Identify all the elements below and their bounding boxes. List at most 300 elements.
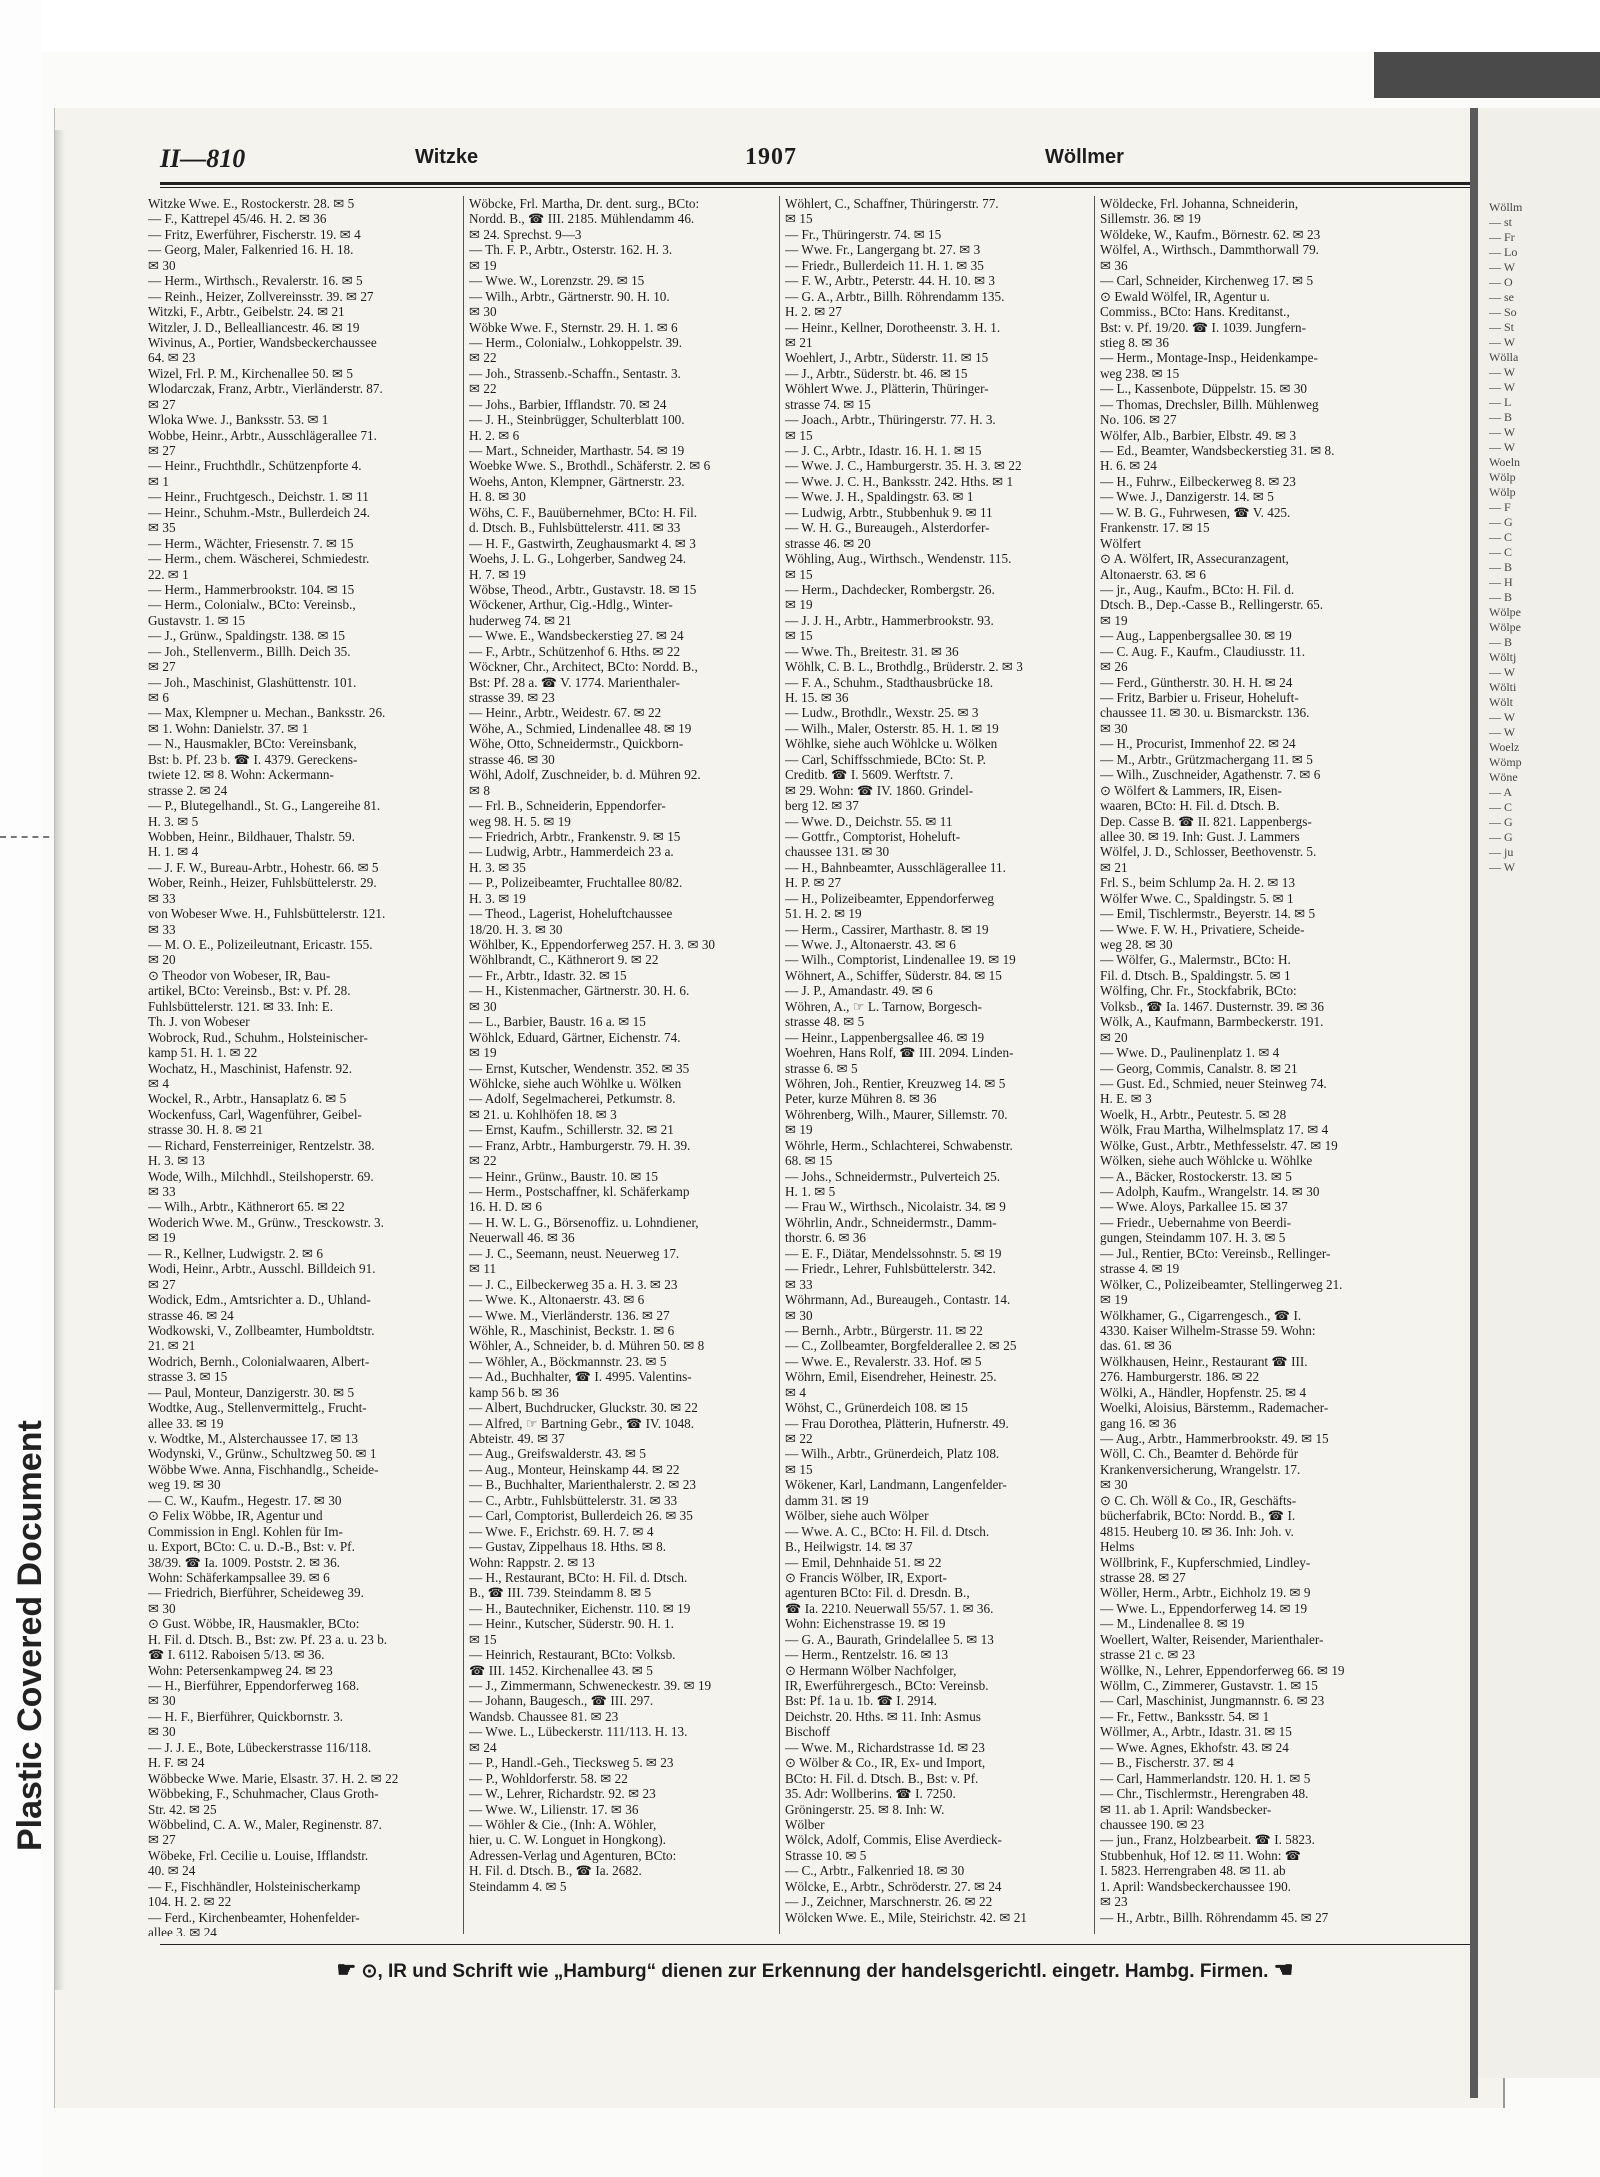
directory-entry-line: Dep. Casse B. ☎ II. 821. Lappenbergs-: [1100, 813, 1312, 829]
directory-entry-line: 276. Hamburgerstr. 186. ✉ 22: [1100, 1369, 1260, 1385]
directory-entry-line: — Herm., chem. Wäscherei, Schmiedestr.: [148, 551, 370, 567]
directory-entry-line: Bst: Pf. 28 a. ☎ V. 1774. Marienthaler-: [469, 674, 680, 690]
directory-entry-line: — Wwe. F., Erichstr. 69. H. 7. ✉ 4: [469, 1523, 654, 1539]
directory-entry-line: Wochatz, H., Maschinist, Hafenstr. 92.: [148, 1060, 353, 1076]
directory-entry-line: weg 238. ✉ 15: [1100, 365, 1180, 381]
directory-entry-line: strasse 2. ✉ 24: [148, 782, 228, 798]
directory-entry-line: Wöhrn, Emil, Eisendreher, Heinestr. 25.: [785, 1369, 997, 1385]
directory-entry-line: strasse 39. ✉ 23: [469, 690, 555, 705]
directory-entry-line: ✉ 4: [785, 1384, 806, 1400]
next-page-fragment: — W: [1489, 440, 1516, 454]
directory-entry-line: ✉ 22: [785, 1431, 813, 1446]
directory-entry-line: Stubbenhuk, Hof 12. ✉ 11. Wohn: ☎: [1100, 1847, 1302, 1863]
directory-entry-line: 4330. Kaiser Wilhelm-Strasse 59. Wohn:: [1100, 1322, 1316, 1338]
directory-entry-line: — H., Polizeibeamter, Eppendorferweg: [785, 890, 994, 906]
directory-entry-line: strasse 46. ✉ 24: [148, 1307, 234, 1323]
directory-entry-line: — Frau Dorothea, Plätterin, Hufnerstr. 49.: [785, 1415, 1009, 1431]
directory-entry-line: Fil. d. Dtsch. B., Spaldingstr. 5. ✉ 1: [1100, 967, 1291, 983]
directory-entry-line: — Friedr., Bullerdeich 11. H. 1. ✉ 35: [785, 257, 984, 273]
directory-entry-line: Wöbcke, Frl. Martha, Dr. dent. surg., BCto:: [469, 196, 700, 211]
directory-entry-line: Wölfing, Chr. Fr., Stockfabrik, BCto:: [1100, 983, 1297, 999]
directory-entry-line: — Th. F. P., Arbtr., Osterstr. 162. H. 3.: [469, 242, 673, 258]
directory-entry-line: von Wobeser Wwe. H., Fuhlsbüttelerstr. 121.: [148, 906, 386, 922]
directory-entry-line: — C., Zollbeamter, Borgfelderallee 2. ✉ 25: [785, 1338, 1017, 1354]
directory-entry-line: — F. A., Schuhm., Stadthausbrücke 18.: [785, 674, 994, 690]
directory-entry-line: Wöhren, A., ☞ L. Tarnow, Borgesch-: [785, 998, 983, 1014]
next-page-fragment: Woeln: [1489, 455, 1521, 469]
column-divider: [779, 196, 780, 1934]
next-page-fragment: — O: [1489, 275, 1513, 289]
directory-entry-line: — Herm., Colonialw., BCto: Vereinsb.,: [148, 597, 356, 613]
directory-entry-line: ✉ 30: [1100, 1477, 1128, 1493]
next-page-fragment: — F: [1489, 500, 1511, 514]
directory-entry-line: — Heinr., Arbtr., Weidestr. 67. ✉ 22: [469, 705, 662, 721]
directory-entry-line: allee 30. ✉ 19. Inh: Gust. J. Lammers: [1100, 828, 1300, 844]
directory-entry-line: — J. J. H., Arbtr., Hammerbrookstr. 93.: [785, 612, 994, 628]
directory-entry-line: strasse 21 c. ✉ 23: [1100, 1647, 1195, 1663]
directory-entry-line: — Albert, Buchdrucker, Gluckstr. 30. ✉ 22: [469, 1400, 698, 1416]
directory-entry-line: Wöhrlin, Andr., Schneidermstr., Damm-: [785, 1214, 997, 1230]
directory-entry-line: — Gottfr., Comptorist, Hoheluft-: [785, 828, 961, 844]
directory-entry-line: Wölber: [785, 1816, 825, 1832]
directory-entry-line: — Herm., Dachdecker, Rombergstr. 26.: [785, 581, 995, 597]
directory-entry-line: — Emil, Tischlermstr., Beyerstr. 14. ✉ 5: [1100, 906, 1316, 922]
directory-entry-line: — Fr., Arbtr., Idastr. 32. ✉ 15: [469, 967, 627, 983]
directory-entry-line: ⊙ Felix Wöbbe, IR, Agentur und: [148, 1508, 323, 1524]
directory-entry-line: ⊙ C. Ch. Wöll & Co., IR, Geschäfts-: [1100, 1492, 1297, 1508]
directory-entry-line: ✉ 30: [148, 1600, 176, 1616]
next-page-fragment: Wölpe: [1489, 620, 1521, 634]
directory-entry-line: — Herm., Rentzelstr. 16. ✉ 13: [785, 1647, 949, 1663]
directory-entry-line: — Friedr., Lehrer, Fuhlsbüttelerstr. 342.: [785, 1261, 996, 1277]
directory-entry-line: H. Fil. d. Dtsch. B., ☎ Ia. 2682.: [469, 1863, 642, 1879]
directory-entry-line: — Herm., Wirthsch., Revalerstr. 16. ✉ 5: [148, 273, 363, 289]
directory-entry-line: H. 1. ✉ 4: [148, 844, 199, 860]
directory-entry-line: — P., Wohldorferstr. 58. ✉ 22: [469, 1770, 628, 1786]
directory-entry-line: Wöhrenberg, Wilh., Maurer, Sillemstr. 70.: [785, 1106, 1008, 1122]
directory-entry-line: ✉ 15: [785, 1461, 813, 1477]
directory-entry-line: — Carl, Hammerlandstr. 120. H. 1. ✉ 5: [1100, 1770, 1311, 1786]
directory-entry-line: ✉ 30: [1100, 720, 1128, 736]
directory-entry-line: Wandsb. Chaussee 81. ✉ 23: [469, 1708, 619, 1724]
directory-entry-line: — Gust. Ed., Schmied, neuer Steinweg 74.: [1100, 1075, 1327, 1091]
directory-entry-line: ✉ 19: [785, 597, 813, 613]
next-page-fragment: — ju: [1489, 845, 1514, 859]
book-spine: [1470, 108, 1478, 2098]
next-page-fragment: — W: [1489, 260, 1516, 274]
directory-entry-line: H. 2. ✉ 6: [469, 427, 520, 443]
directory-entry-line: thorstr. 6. ✉ 36: [785, 1230, 867, 1246]
directory-entry-line: H. 3. ✉ 13: [148, 1153, 205, 1169]
directory-entry-line: ✉ 35: [148, 520, 176, 536]
directory-column-3: [785, 196, 1097, 1936]
directory-entry-line: — M. O. E., Polizeileutnant, Ericastr. 155.: [148, 937, 373, 952]
directory-entry-line: Wöhlber, K., Eppendorferweg 257. H. 3. ✉ 30: [469, 937, 716, 952]
directory-entry-line: 51. H. 2. ✉ 19: [785, 906, 862, 922]
directory-entry-line: ☎ Ia. 2210. Neuerwall 55/57. 1. ✉ 36.: [785, 1600, 994, 1616]
directory-entry-line: — Heinr., Kutscher, Süderstr. 90. H. 1.: [469, 1616, 674, 1632]
directory-entry-line: — Johs., Schneidermstr., Pulverteich 25.: [785, 1168, 1001, 1184]
directory-entry-line: — Georg, Commis, Canalstr. 8. ✉ 21: [1100, 1060, 1298, 1076]
directory-entry-line: gang 16. ✉ 36: [1100, 1415, 1177, 1431]
directory-entry-line: — Aug., Monteur, Heinskamp 44. ✉ 22: [469, 1461, 680, 1477]
directory-entry-line: — Wilh., Maler, Osterstr. 85. H. 1. ✉ 19: [785, 720, 999, 736]
directory-entry-line: Wodkowski, V., Zollbeamter, Humboldtstr.: [148, 1322, 375, 1338]
directory-entry-line: ✉ 15: [785, 628, 813, 644]
next-page-fragment: Wöltj: [1489, 650, 1517, 664]
directory-entry-line: Wölfer, Alb., Barbier, Elbstr. 49. ✉ 3: [1100, 427, 1297, 443]
directory-entry-line: — Wwe. J., Altonaerstr. 43. ✉ 6: [785, 937, 956, 952]
directory-entry-line: H. 2. ✉ 27: [785, 304, 842, 320]
directory-entry-line: — F., Fischhändler, Holsteinischerkamp: [148, 1878, 361, 1894]
directory-entry-line: Th. J. von Wobeser: [148, 1014, 250, 1030]
directory-entry-line: ✉ 15: [785, 427, 813, 443]
directory-entry-line: — Heinr., Fruchtgesch., Deichstr. 1. ✉ 11: [148, 489, 369, 505]
directory-entry-line: d. Dtsch. B., Fuhlsbüttelerstr. 411. ✉ 33: [469, 520, 681, 536]
directory-entry-line: — Bernh., Arbtr., Bürgerstr. 11. ✉ 22: [785, 1322, 983, 1338]
directory-entry-line: — Adolf, Segelmacherei, Petkumstr. 8.: [469, 1091, 676, 1107]
directory-column-4: [1100, 196, 1412, 1936]
directory-entry-line: — J., Zeichner, Marschnerstr. 26. ✉ 22: [785, 1894, 993, 1910]
directory-entry-line: — Fr., Thüringerstr. 74. ✉ 15: [785, 226, 942, 242]
directory-entry-line: — Wwe. Fr., Langergang bt. 27. ✉ 3: [785, 242, 981, 258]
directory-entry-line: Wöbbecke Wwe. Marie, Elsastr. 37. H. 2. ✉ 22: [148, 1770, 399, 1786]
directory-entry-line: Nordd. B., ☎ III. 2185. Mühlendamm 46.: [469, 211, 695, 227]
directory-entry-line: ✉ 27: [148, 1276, 176, 1292]
directory-entry-line: ✉ 22: [469, 1153, 497, 1169]
directory-entry-line: — H., Bahnbeamter, Ausschlägerallee 11.: [785, 859, 1006, 875]
directory-entry-line: — H. F., Bierführer, Quickbornstr. 3.: [148, 1708, 344, 1724]
directory-entry-line: — Chr., Tischlermstr., Herengraben 48.: [1100, 1786, 1309, 1802]
directory-entry-line: Peter, kurze Mühren 8. ✉ 36: [785, 1091, 937, 1107]
next-page-fragment: — A: [1489, 785, 1513, 799]
directory-entry-line: — Wöhler & Cie., (Inh: A. Wöhler,: [469, 1816, 657, 1832]
directory-entry-line: — Wwe. D., Deichstr. 55. ✉ 11: [785, 813, 953, 829]
next-page-fragment: — St: [1489, 320, 1515, 334]
directory-entry-line: 16. H. D. ✉ 6: [469, 1199, 542, 1215]
directory-entry-line: Wölki, A., Händler, Hopfenstr. 25. ✉ 4: [1100, 1384, 1307, 1400]
directory-entry-line: — Friedrich, Arbtr., Frankenstr. 9. ✉ 15: [469, 828, 681, 844]
directory-entry-line: Wöhlbrandt, C., Käthnerort 9. ✉ 22: [469, 952, 659, 968]
directory-entry-line: — Herm., Hammerbrookstr. 104. ✉ 15: [148, 581, 355, 597]
page-number: II—810: [160, 144, 246, 173]
directory-entry-line: — W., Lehrer, Richardstr. 92. ✉ 23: [469, 1786, 656, 1802]
directory-entry-line: ✉ 30: [148, 257, 176, 273]
directory-entry-line: — Wilh., Zuschneider, Agathenstr. 7. ✉ 6: [1100, 767, 1321, 783]
directory-entry-line: Bst: b. Pf. 23 b. ☎ I. 4379. Gereckens-: [148, 751, 358, 767]
directory-entry-line: ✉ 19: [469, 1045, 497, 1061]
directory-entry-line: — Wwe. J., Danzigerstr. 14. ✉ 5: [1100, 489, 1274, 505]
next-page-fragment: Wöllm: [1489, 200, 1523, 214]
directory-entry-line: Strasse 10. ✉ 5: [785, 1847, 867, 1863]
directory-entry-line: — Wwe. J. C., Hamburgerstr. 35. H. 3. ✉ 22: [785, 458, 1022, 474]
directory-entry-line: — Paul, Monteur, Danzigerstr. 30. ✉ 5: [148, 1384, 355, 1400]
directory-entry-line: ✉ 15: [785, 211, 813, 227]
directory-entry-line: ✉ 6: [148, 690, 169, 705]
directory-entry-line: ✉ 27: [148, 396, 176, 412]
next-page-fragment: — Fr: [1489, 230, 1515, 244]
page-header: [160, 144, 1470, 176]
directory-entry-line: H. E. ✉ 3: [1100, 1091, 1152, 1107]
directory-entry-line: — Frl. B., Schneiderin, Eppendorfer-: [469, 798, 666, 814]
footer-legend-text: ⊙, IR und Schrift wie „Hamburg“ dienen zur Erkennung der handelsgerichtl. eingetr. Hambg. Firmen.: [361, 1961, 1269, 1982]
directory-entry-line: Wöllke, N., Lehrer, Eppendorferweg 66. ✉ 19: [1100, 1662, 1345, 1678]
directory-entry-line: Wlodarczak, Franz, Arbtr., Vierländerstr. 87.: [148, 381, 383, 397]
directory-entry-line: artikel, BCto: Vereinsb., Bst: v. Pf. 28.: [148, 983, 351, 999]
next-page-fragment: Wömp: [1489, 755, 1522, 769]
directory-entry-line: — Carl, Schneider, Kirchenweg 17. ✉ 5: [1100, 273, 1314, 289]
directory-column-2: [469, 196, 781, 1936]
directory-entry-line: I. 5823. Herrengraben 48. ✉ 11. ab: [1100, 1863, 1286, 1879]
directory-entry-line: ✉ 30: [469, 304, 497, 320]
directory-entry-line: Wodtke, Aug., Stellenvermittelg., Frucht-: [148, 1400, 367, 1416]
directory-entry-line: ✉ 30: [148, 1724, 176, 1740]
directory-entry-line: Wölfert: [1100, 535, 1142, 551]
directory-entry-line: Wöllm, C., Zimmerer, Gustavstr. 1. ✉ 15: [1100, 1678, 1318, 1693]
directory-entry-line: — H. W. L. G., Börsenoffiz. u. Lohndiener,: [469, 1214, 699, 1230]
directory-entry-line: — H., Restaurant, BCto: H. Fil. d. Dtsch.: [469, 1569, 688, 1585]
directory-entry-line: — J. C., Seemann, neust. Neuerweg 17.: [469, 1245, 680, 1261]
directory-entry-line: Creditb. ☎ I. 5609. Werftstr. 7.: [785, 767, 954, 783]
directory-entry-line: — A., Bäcker, Rostockerstr. 13. ✉ 5: [1100, 1168, 1292, 1184]
directory-entry-line: ✉ 24: [469, 1739, 497, 1755]
directory-entry-line: ✉ 21. u. Kohlhöfen 18. ✉ 3: [469, 1106, 617, 1122]
directory-entry-line: Wölfel, A., Wirthsch., Dammthorwall 79.: [1100, 242, 1319, 258]
directory-entry-line: kamp 56 b. ✉ 36: [469, 1384, 559, 1400]
directory-entry-line: H. F. ✉ 24: [148, 1755, 205, 1771]
directory-entry-line: — Wwe. Th., Breitestr. 31. ✉ 36: [785, 643, 959, 659]
directory-entry-line: Witzki, F., Arbtr., Geibelstr. 24. ✉ 21: [148, 304, 345, 320]
directory-entry-line: — Adolph, Kaufm., Wrangelstr. 14. ✉ 30: [1100, 1184, 1320, 1199]
next-page-fragment: — C: [1489, 530, 1513, 544]
next-page-fragment: — W: [1489, 335, 1516, 349]
directory-entry-line: ✉ 19: [785, 1122, 813, 1138]
directory-entry-line: — Wwe. K., Altonaerstr. 43. ✉ 6: [469, 1292, 645, 1308]
directory-entry-line: — Thomas, Drechsler, Billh. Mühlenweg: [1100, 396, 1319, 412]
directory-entry-line: — Franz, Arbtr., Hamburgerstr. 79. H. 39.: [469, 1137, 691, 1153]
directory-entry-line: Wöhrmann, Ad., Bureaugeh., Contastr. 14.: [785, 1292, 1011, 1308]
directory-entry-line: — H., Bautechniker, Eichenstr. 110. ✉ 19: [469, 1600, 691, 1616]
directory-entry-line: — C. W., Kaufm., Hegestr. 17. ✉ 30: [148, 1492, 342, 1508]
directory-entry-line: strasse 48. ✉ 5: [785, 1014, 865, 1030]
directory-entry-line: — J., Arbtr., Süderstr. bt. 46. ✉ 15: [785, 365, 968, 381]
directory-entry-line: — Ludwig, Arbtr., Stubbenhuk 9. ✉ 11: [785, 504, 993, 520]
directory-entry-line: — J., Grünw., Spaldingstr. 138. ✉ 15: [148, 628, 346, 644]
scanner-top-band: [0, 0, 1600, 52]
directory-entry-line: — Wilh., Arbtr., Gärtnerstr. 90. H. 10.: [469, 288, 670, 304]
directory-entry-line: Wode, Wilh., Milchhdl., Steilshoperstr. 69.: [148, 1168, 374, 1184]
directory-entry-line: — Wwe. J. H., Spaldingstr. 63. ✉ 1: [785, 489, 974, 505]
footer-rule: [160, 1944, 1470, 1945]
directory-entry-line: No. 106. ✉ 27: [1100, 412, 1177, 428]
directory-entry-line: — J. C., Arbtr., Idastr. 16. H. 1. ✉ 15: [785, 443, 982, 458]
directory-entry-line: — E. F., Diätar, Mendelssohnstr. 5. ✉ 19: [785, 1245, 1002, 1261]
directory-entry-line: — Ferd., Güntherstr. 30. H. H. ✉ 24: [1100, 674, 1293, 690]
next-page-fragment: Wölp: [1489, 470, 1516, 484]
next-page-fragment: — So: [1489, 305, 1517, 319]
directory-entry-line: Wohn: Petersenkampweg 24. ✉ 23: [148, 1662, 333, 1678]
directory-entry-line: — Reinh., Heizer, Zollvereinsstr. 39. ✉ 27: [148, 288, 374, 304]
directory-entry-line: weg 19. ✉ 30: [148, 1477, 221, 1493]
first-entry-name: Witzke: [415, 146, 479, 168]
directory-entry-line: Wobben, Heinr., Bildhauer, Thalstr. 59.: [148, 828, 355, 844]
directory-entry-line: Wölken, siehe auch Wöhlcke u. Wöhlke: [1100, 1153, 1313, 1169]
directory-entry-line: — Wilh., Arbtr., Grünerdeich, Platz 108.: [785, 1446, 1000, 1462]
directory-entry-line: weg 28. ✉ 30: [1100, 937, 1173, 952]
directory-entry-line: IR, Ewerführergesch., BCto: Vereinsb.: [785, 1678, 989, 1693]
column-divider: [1094, 196, 1095, 1934]
directory-entry-line: Wizel, Frl. P. M., Kirchenallee 50. ✉ 5: [148, 365, 353, 381]
directory-entry-line: — Herm., Cassirer, Marthastr. 8. ✉ 19: [785, 921, 989, 937]
directory-entry-line: ✉ 8: [469, 782, 490, 798]
directory-entry-line: — Theod., Lagerist, Hoheluftchaussee: [469, 906, 673, 922]
directory-entry-line: ⊙ Hermann Wölber Nachfolger,: [785, 1662, 957, 1678]
directory-entry-line: Wölcken Wwe. E., Mile, Steirichstr. 42. ✉ 21: [785, 1909, 1027, 1925]
directory-entry-line: — Ed., Beamter, Wandsbeckerstieg 31. ✉ 8.: [1100, 443, 1335, 458]
directory-entry-line: B., Heilwigstr. 14. ✉ 37: [785, 1539, 913, 1555]
next-page-fragment: — W: [1489, 710, 1516, 724]
directory-entry-line: berg 12. ✉ 37: [785, 798, 859, 814]
directory-entry-line: — Mart., Schneider, Marthastr. 54. ✉ 19: [469, 443, 685, 458]
directory-entry-line: ✉ 1: [148, 473, 169, 489]
directory-entry-line: — Gustav, Zippelhaus 18. Hths. ✉ 8.: [469, 1539, 667, 1555]
directory-entry-line: Wodick, Edm., Amtsrichter a. D., Uhland-: [148, 1292, 371, 1308]
directory-entry-line: — C., Arbtr., Fuhlsbüttelerstr. 31. ✉ 33: [469, 1492, 678, 1508]
directory-entry-line: Wölkhausen, Heinr., Restaurant ☎ III.: [1100, 1353, 1308, 1369]
next-page-fragment: Wöne: [1489, 770, 1518, 784]
directory-entry-line: ✉ 19: [148, 1230, 176, 1246]
directory-entry-line: Woelk, H., Arbtr., Peutestr. 5. ✉ 28: [1100, 1106, 1287, 1122]
directory-entry-line: ✉ 36: [1100, 257, 1128, 273]
next-page-fragment: — C: [1489, 800, 1513, 814]
scanner-dark-corner: [1374, 52, 1600, 98]
directory-entry-line: — Aug., Greifswalderstr. 43. ✉ 5: [469, 1446, 646, 1462]
directory-entry-line: Wockenfuss, Carl, Wagenführer, Geibel-: [148, 1106, 362, 1122]
directory-entry-line: Wöbbeking, F., Schuhmacher, Claus Groth-: [148, 1786, 379, 1802]
directory-entry-line: chaussee 190. ✉ 23: [1100, 1816, 1205, 1832]
pointing-hand-left-icon: ☛: [336, 1957, 357, 1982]
directory-entry-line: H. 3. ✉ 5: [148, 813, 199, 829]
directory-entry-line: Bst: v. Pf. 19/20. ☎ I. 1039. Jungfern-: [1100, 319, 1307, 335]
directory-entry-line: Wöhle, R., Maschinist, Beckstr. 1. ✉ 6: [469, 1322, 675, 1338]
directory-entry-line: — Heinr., Lappenbergsallee 46. ✉ 19: [785, 1029, 985, 1045]
next-page-fragment: Wölt: [1489, 695, 1513, 709]
directory-entry-line: — J. J. E., Bote, Lübeckerstrasse 116/118.: [148, 1739, 372, 1755]
directory-entry-line: waaren, BCto: H. Fil. d. Dtsch. B.: [1100, 798, 1280, 814]
directory-entry-line: huderweg 74. ✉ 21: [469, 612, 572, 628]
directory-entry-line: — H. F., Gastwirth, Zeughausmarkt 4. ✉ 3: [469, 535, 696, 551]
directory-entry-line: hier, u. C. W. Longuet in Hongkong).: [469, 1832, 666, 1848]
directory-entry-line: ✉ 21: [1100, 859, 1128, 875]
directory-entry-line: ✉ 22: [469, 381, 497, 397]
directory-entry-line: ✉ 27: [148, 1832, 176, 1848]
directory-entry-line: — jun., Franz, Holzbearbeit. ☎ I. 5823.: [1100, 1832, 1315, 1848]
directory-entry-line: Gröningerstr. 25. ✉ 8. Inh: W.: [785, 1801, 945, 1817]
directory-entry-line: H. Fil. d. Dtsch. B., Bst: zw. Pf. 23 a. u. 23 b.: [148, 1631, 388, 1647]
directory-entry-line: Wölker, C., Polizeibeamter, Stellingerweg 21.: [1100, 1276, 1343, 1292]
directory-entry-line: Wohn: Schäferkampsallee 39. ✉ 6: [148, 1569, 330, 1585]
next-page-fragment: Wölti: [1489, 680, 1517, 694]
next-page-fragment: — st: [1489, 215, 1513, 229]
directory-entry-line: — Wwe. W., Lorenzstr. 29. ✉ 15: [469, 273, 645, 289]
directory-entry-line: Wöhst, C., Grünerdeich 108. ✉ 15: [785, 1400, 968, 1416]
directory-entry-line: — Heinr., Grünw., Baustr. 10. ✉ 15: [469, 1168, 658, 1184]
directory-entry-line: ✉ 19: [469, 257, 497, 273]
directory-entry-line: ⊙ Francis Wölber, IR, Export-: [785, 1569, 947, 1585]
directory-entry-line: twiete 12. ✉ 8. Wohn: Ackermann-: [148, 767, 334, 783]
directory-entry-line: — Wilh., Comptorist, Lindenallee 19. ✉ 19: [785, 952, 1016, 968]
directory-entry-line: — Fr., Fettw., Banksstr. 54. ✉ 1: [1100, 1708, 1270, 1724]
directory-entry-line: Wöhlk, C. B. L., Brothdlg., Brüderstr. 2. ✉ 3: [785, 659, 1023, 675]
directory-entry-line: H. 6. ✉ 24: [1100, 458, 1157, 474]
directory-entry-line: Krankenversicherung, Wrangelstr. 17.: [1100, 1461, 1301, 1477]
directory-entry-line: allee 33. ✉ 19: [148, 1415, 224, 1431]
directory-entry-line: — J. F. W., Bureau-Arbtr., Hohestr. 66. ✉ 5: [148, 859, 379, 875]
directory-entry-line: Wöhlck, Eduard, Gärtner, Eichenstr. 74.: [469, 1029, 681, 1045]
directory-entry-line: — Wwe. A. C., BCto: H. Fil. d. Dtsch.: [785, 1523, 990, 1539]
directory-entry-line: — Herm., Postschaffner, kl. Schäferkamp: [469, 1184, 690, 1199]
margin-dash-line: [0, 836, 60, 838]
directory-entry-line: ✉ 20: [1100, 1029, 1128, 1045]
directory-entry-line: Wockel, R., Arbtr., Hansaplatz 6. ✉ 5: [148, 1091, 347, 1107]
directory-entry-line: stieg 8. ✉ 36: [1100, 334, 1169, 350]
directory-entry-line: strasse 46. ✉ 30: [469, 751, 555, 767]
directory-entry-line: Woderich Wwe. M., Grünw., Tresckowstr. 3.: [148, 1214, 384, 1230]
directory-entry-line: Wöllmer, A., Arbtr., Idastr. 31. ✉ 15: [1100, 1724, 1292, 1740]
directory-entry-line: — H., Procurist, Immenhof 22. ✉ 24: [1100, 736, 1296, 752]
directory-entry-line: — Joh., Stellenverm., Billh. Deich 35.: [148, 643, 351, 659]
page-footer: [160, 1952, 1470, 1988]
next-page-fragment: — B: [1489, 590, 1513, 604]
directory-entry-line: — Aug., Arbtr., Hammerbrookstr. 49. ✉ 15: [1100, 1431, 1329, 1446]
directory-entry-line: ✉ 1. Wohn: Danielstr. 37. ✉ 1: [148, 720, 309, 736]
directory-entry-line: Bst: Pf. 1a u. 1b. ☎ I. 2914.: [785, 1693, 937, 1709]
directory-entry-line: — Joh., Maschinist, Glashüttenstr. 101.: [148, 674, 357, 690]
directory-entry-line: — Heinr., Fruchthdlr., Schützenpforte 4.: [148, 458, 362, 474]
directory-entry-line: — jr., Aug., Kaufm., BCto: H. Fil. d.: [1100, 581, 1295, 597]
directory-entry-line: — Frau W., Wirthsch., Nicolaistr. 34. ✉ 9: [785, 1199, 1006, 1215]
directory-entry-line: — Ernst, Kaufm., Schillerstr. 32. ✉ 21: [469, 1122, 674, 1138]
directory-entry-line: Wöhe, A., Schmied, Lindenallee 48. ✉ 19: [469, 720, 692, 736]
directory-entry-line: — Jul., Rentier, BCto: Vereinsb., Rellinger-: [1100, 1245, 1331, 1261]
directory-entry-line: — Ad., Buchhalter, ☎ I. 4995. Valentins-: [469, 1369, 692, 1385]
directory-entry-line: Wöhs, C. F., Bauübernehmer, BCto: H. Fil.: [469, 504, 698, 520]
directory-entry-line: Wöhren, Joh., Rentier, Kreuzweg 14. ✉ 5: [785, 1075, 1006, 1091]
directory-entry-line: Wöbse, Theod., Arbtr., Gustavstr. 18. ✉ 15: [469, 581, 697, 597]
directory-entry-line: Wöhl, Adolf, Zuschneider, b. d. Mühren 92.: [469, 767, 701, 783]
directory-entry-line: H. 15. ✉ 36: [785, 690, 849, 705]
directory-entry-line: — Wilh., Arbtr., Käthnerort 65. ✉ 22: [148, 1199, 345, 1215]
directory-entry-line: — Wwe. E., Wandsbeckerstieg 27. ✉ 24: [469, 628, 684, 644]
directory-entry-line: — Fritz, Barbier u. Friseur, Hoheluft-: [1100, 690, 1299, 705]
next-page-fragment: — Lo: [1489, 245, 1518, 259]
next-page-fragment: — B: [1489, 635, 1513, 649]
directory-entry-line: ✉ 11. ab 1. April: Wandsbecker-: [1100, 1801, 1272, 1817]
directory-entry-line: strasse 30. H. 8. ✉ 21: [148, 1122, 264, 1138]
directory-entry-line: damm 31. ✉ 19: [785, 1492, 869, 1508]
directory-entry-line: Bischoff: [785, 1724, 831, 1740]
directory-entry-line: strasse 4. ✉ 19: [1100, 1261, 1180, 1277]
directory-entry-line: ⊙ Theodor von Wobeser, IR, Bau-: [148, 967, 331, 983]
directory-entry-line: ✉ 4: [148, 1075, 169, 1091]
directory-entry-line: — Ernst, Kutscher, Wendenstr. 352. ✉ 35: [469, 1060, 690, 1076]
directory-entry-line: Str. 42. ✉ 25: [148, 1801, 217, 1817]
directory-entry-line: agenturen BCto: Fil. d. Dresdn. B.,: [785, 1585, 970, 1601]
directory-entry-line: Woehs, Anton, Klempner, Gärtnerstr. 23.: [469, 473, 685, 489]
next-page-fragment: — se: [1489, 290, 1514, 304]
directory-entry-line: 22. ✉ 1: [148, 566, 189, 582]
directory-entry-line: — Wwe. W., Lilienstr. 17. ✉ 36: [469, 1801, 639, 1817]
